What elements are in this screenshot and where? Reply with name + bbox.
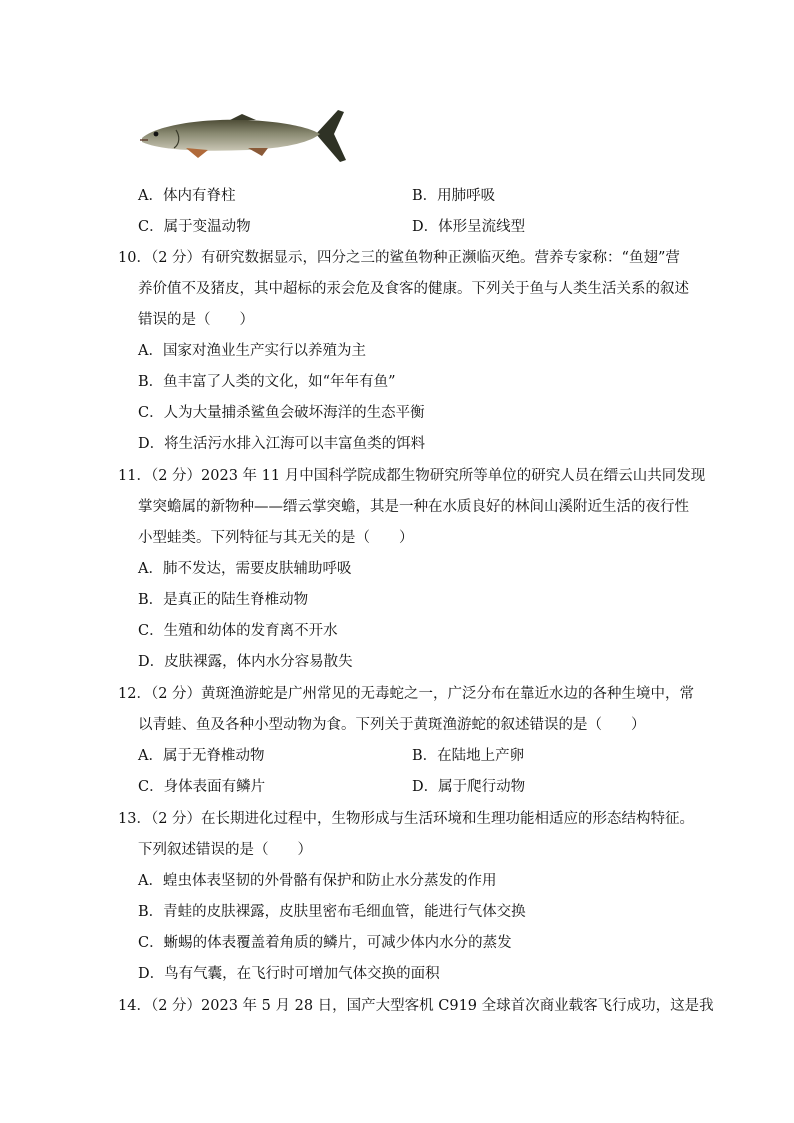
fish-illustration <box>138 104 350 168</box>
q11-option-b: B．是真正的陆生脊椎动物 <box>138 592 309 608</box>
q13-stem-line2: 下列叙述错误的是（ ） <box>138 842 312 858</box>
q12-stem-line2: 以青蛙、鱼及各种小型动物为食。下列关于黄斑渔游蛇的叙述错误的是（ ） <box>138 717 646 733</box>
q10-option-b: B．鱼丰富了人类的文化，如“年年有鱼” <box>138 374 396 390</box>
q10-stem-line1: 10．（2 分）有研究数据显示，四分之三的鲨鱼物种正濒临灭绝。营养专家称：“鱼翅”营 <box>118 250 680 266</box>
q11-stem-line3: 小型蛙类。下列特征与其无关的是（ ） <box>138 530 414 546</box>
q11-stem-line2: 掌突蟾属的新物种——缙云掌突蟾，其是一种在水质良好的林间山溪附近生活的夜行性 <box>138 499 689 515</box>
q13-stem-line1: 13．（2 分）在长期进化过程中，生物形成与生活环境和生理功能相适应的形态结构特征。 <box>118 811 695 827</box>
q10-option-a: A．国家对渔业生产实行以养殖为主 <box>138 343 366 359</box>
q12-option-d: D．属于爬行动物 <box>412 779 526 795</box>
q9-option-a: A．体内有脊柱 <box>138 188 236 204</box>
q11-stem-line1: 11．（2 分）2023 年 11 月中国科学院成都生物研究所等单位的研究人员在缙云山共同发现 <box>118 468 706 484</box>
q13-option-a: A．蝗虫体表坚韧的外骨骼有保护和防止水分蒸发的作用 <box>138 873 497 889</box>
q9-option-c: C．属于变温动物 <box>138 219 251 235</box>
q13-option-c: C．蜥蜴的体表覆盖着角质的鳞片，可减少体内水分的蒸发 <box>138 935 512 951</box>
q13-option-b: B．青蛙的皮肤裸露，皮肤里密布毛细血管，能进行气体交换 <box>138 904 526 920</box>
q12-option-b: B．在陆地上产卵 <box>412 748 525 764</box>
q12-stem-line1: 12．（2 分）黄斑渔游蛇是广州常见的无毒蛇之一，广泛分布在靠近水边的各种生境中，常 <box>118 686 695 702</box>
q12-option-a: A．属于无脊椎动物 <box>138 748 265 764</box>
q10-option-d: D．将生活污水排入江海可以丰富鱼类的饵料 <box>138 436 426 452</box>
q11-option-d: D．皮肤裸露，体内水分容易散失 <box>138 654 353 670</box>
q11-option-c: C．生殖和幼体的发育离不开水 <box>138 623 338 639</box>
q10-option-c: C．人为大量捕杀鲨鱼会破坏海洋的生态平衡 <box>138 405 425 421</box>
q10-stem-line2: 养价值不及猪皮，其中超标的汞会危及食客的健康。下列关于鱼与人类生活关系的叙述 <box>138 281 689 297</box>
q9-option-b: B．用肺呼吸 <box>412 188 496 204</box>
q10-stem-line3: 错误的是（ ） <box>138 312 254 328</box>
q13-option-d: D．鸟有气囊，在飞行时可增加气体交换的面积 <box>138 966 440 982</box>
q12-option-c: C．身体表面有鳞片 <box>138 779 266 795</box>
q14-stem-line1: 14．（2 分）2023 年 5 月 28 日，国产大型客机 C919 全球首次商业载客飞行成功，这是我 <box>118 998 714 1014</box>
q11-option-a: A．肺不发达，需要皮肤辅助呼吸 <box>138 561 352 577</box>
q9-option-d: D．体形呈流线型 <box>412 219 526 235</box>
